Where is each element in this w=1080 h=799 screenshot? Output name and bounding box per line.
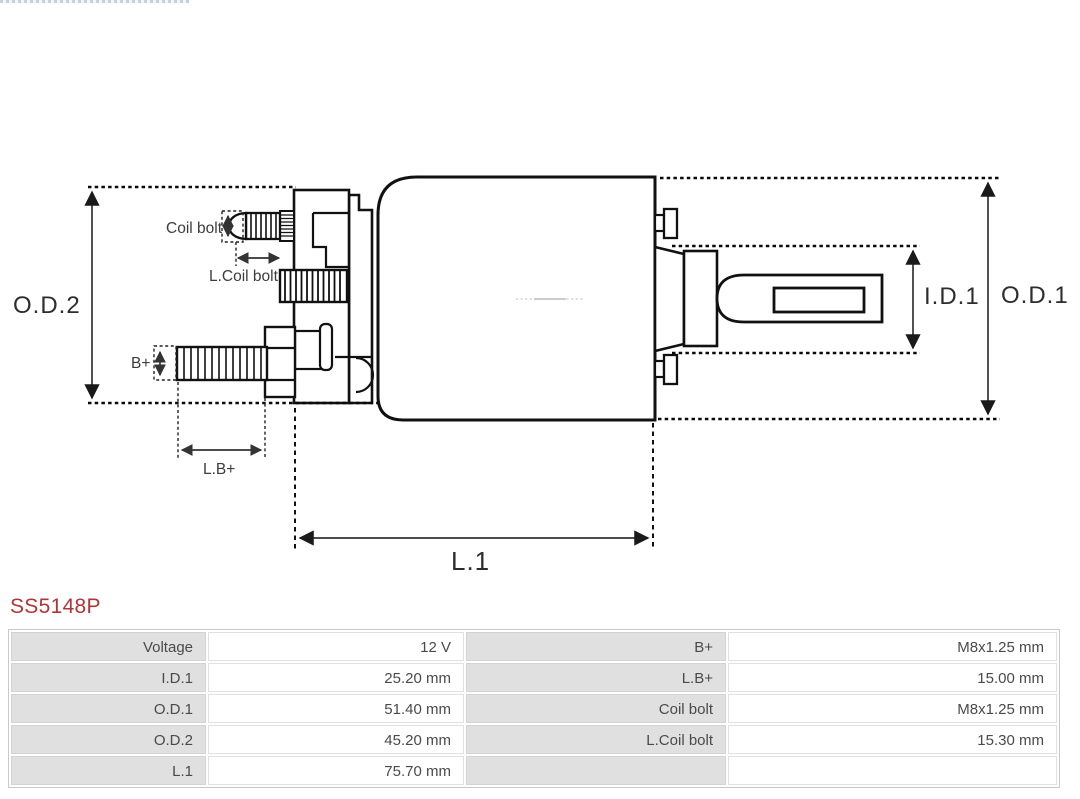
- spec-label-cell: [466, 756, 726, 785]
- spec-value-cell: 15.30 mm: [728, 725, 1057, 754]
- terminal-stem-bottom: [655, 361, 664, 377]
- aux-dashed-lines: [154, 211, 265, 459]
- spec-label-cell: O.D.1: [11, 694, 206, 723]
- spec-label-cell: Voltage: [11, 632, 206, 661]
- dim-label-b-plus: B+: [131, 355, 151, 372]
- spec-value-cell: [728, 756, 1057, 785]
- flange-serration: [281, 215, 293, 236]
- l1-extension-lines: [295, 408, 653, 549]
- plunger-slot: [774, 288, 864, 312]
- spec-value-cell: 75.70 mm: [208, 756, 464, 785]
- spec-value-cell: 45.20 mm: [208, 725, 464, 754]
- dim-label-coil-bolt: Coil bolt: [166, 220, 222, 237]
- plunger-flange: [655, 247, 684, 351]
- solenoid-body-group: [378, 177, 655, 420]
- terminal-tab-bottom: [664, 355, 677, 384]
- spec-label-cell: O.D.2: [11, 725, 206, 754]
- dim-label-id1: I.D.1: [924, 283, 980, 310]
- spec-label-cell: L.Coil bolt: [466, 725, 726, 754]
- spec-value-cell: M8x1.25 mm: [728, 632, 1057, 661]
- b-plus-seat: [295, 331, 322, 369]
- b-plus-hex-nut: [265, 327, 295, 397]
- spec-label-cell: L.1: [11, 756, 206, 785]
- b-plus-dim-box: [154, 346, 176, 380]
- bracket-rear-plate: [349, 195, 372, 403]
- dim-label-od1: O.D.1: [1001, 282, 1069, 309]
- dim-label-l-b-plus: L.B+: [203, 461, 236, 478]
- b-plus-washer: [320, 324, 332, 370]
- terminal-stem-top: [655, 215, 664, 231]
- spec-table: [8, 629, 1060, 788]
- spec-value-cell: 12 V: [208, 632, 464, 661]
- spec-label-cell: Coil bolt: [466, 694, 726, 723]
- dim-label-l1: L.1: [451, 546, 491, 576]
- spec-value-cell: 25.20 mm: [208, 663, 464, 692]
- dim-label-od2: O.D.2: [13, 292, 81, 319]
- dim-label-l-coil-bolt: L.Coil bolt: [209, 268, 278, 285]
- spec-label-cell: B+: [466, 632, 726, 661]
- spec-value-cell: 51.40 mm: [208, 694, 464, 723]
- spec-label-cell: I.D.1: [11, 663, 206, 692]
- plunger-collar: [684, 251, 717, 346]
- coil-bolt-group: [229, 211, 294, 241]
- spec-label-cell: L.B+: [466, 663, 726, 692]
- plunger-group: [655, 209, 882, 384]
- spec-value-cell: 15.00 mm: [728, 663, 1057, 692]
- part-number: SS5148P: [10, 595, 101, 618]
- terminal-tab-top: [664, 209, 677, 238]
- spec-value-cell: M8x1.25 mm: [728, 694, 1057, 723]
